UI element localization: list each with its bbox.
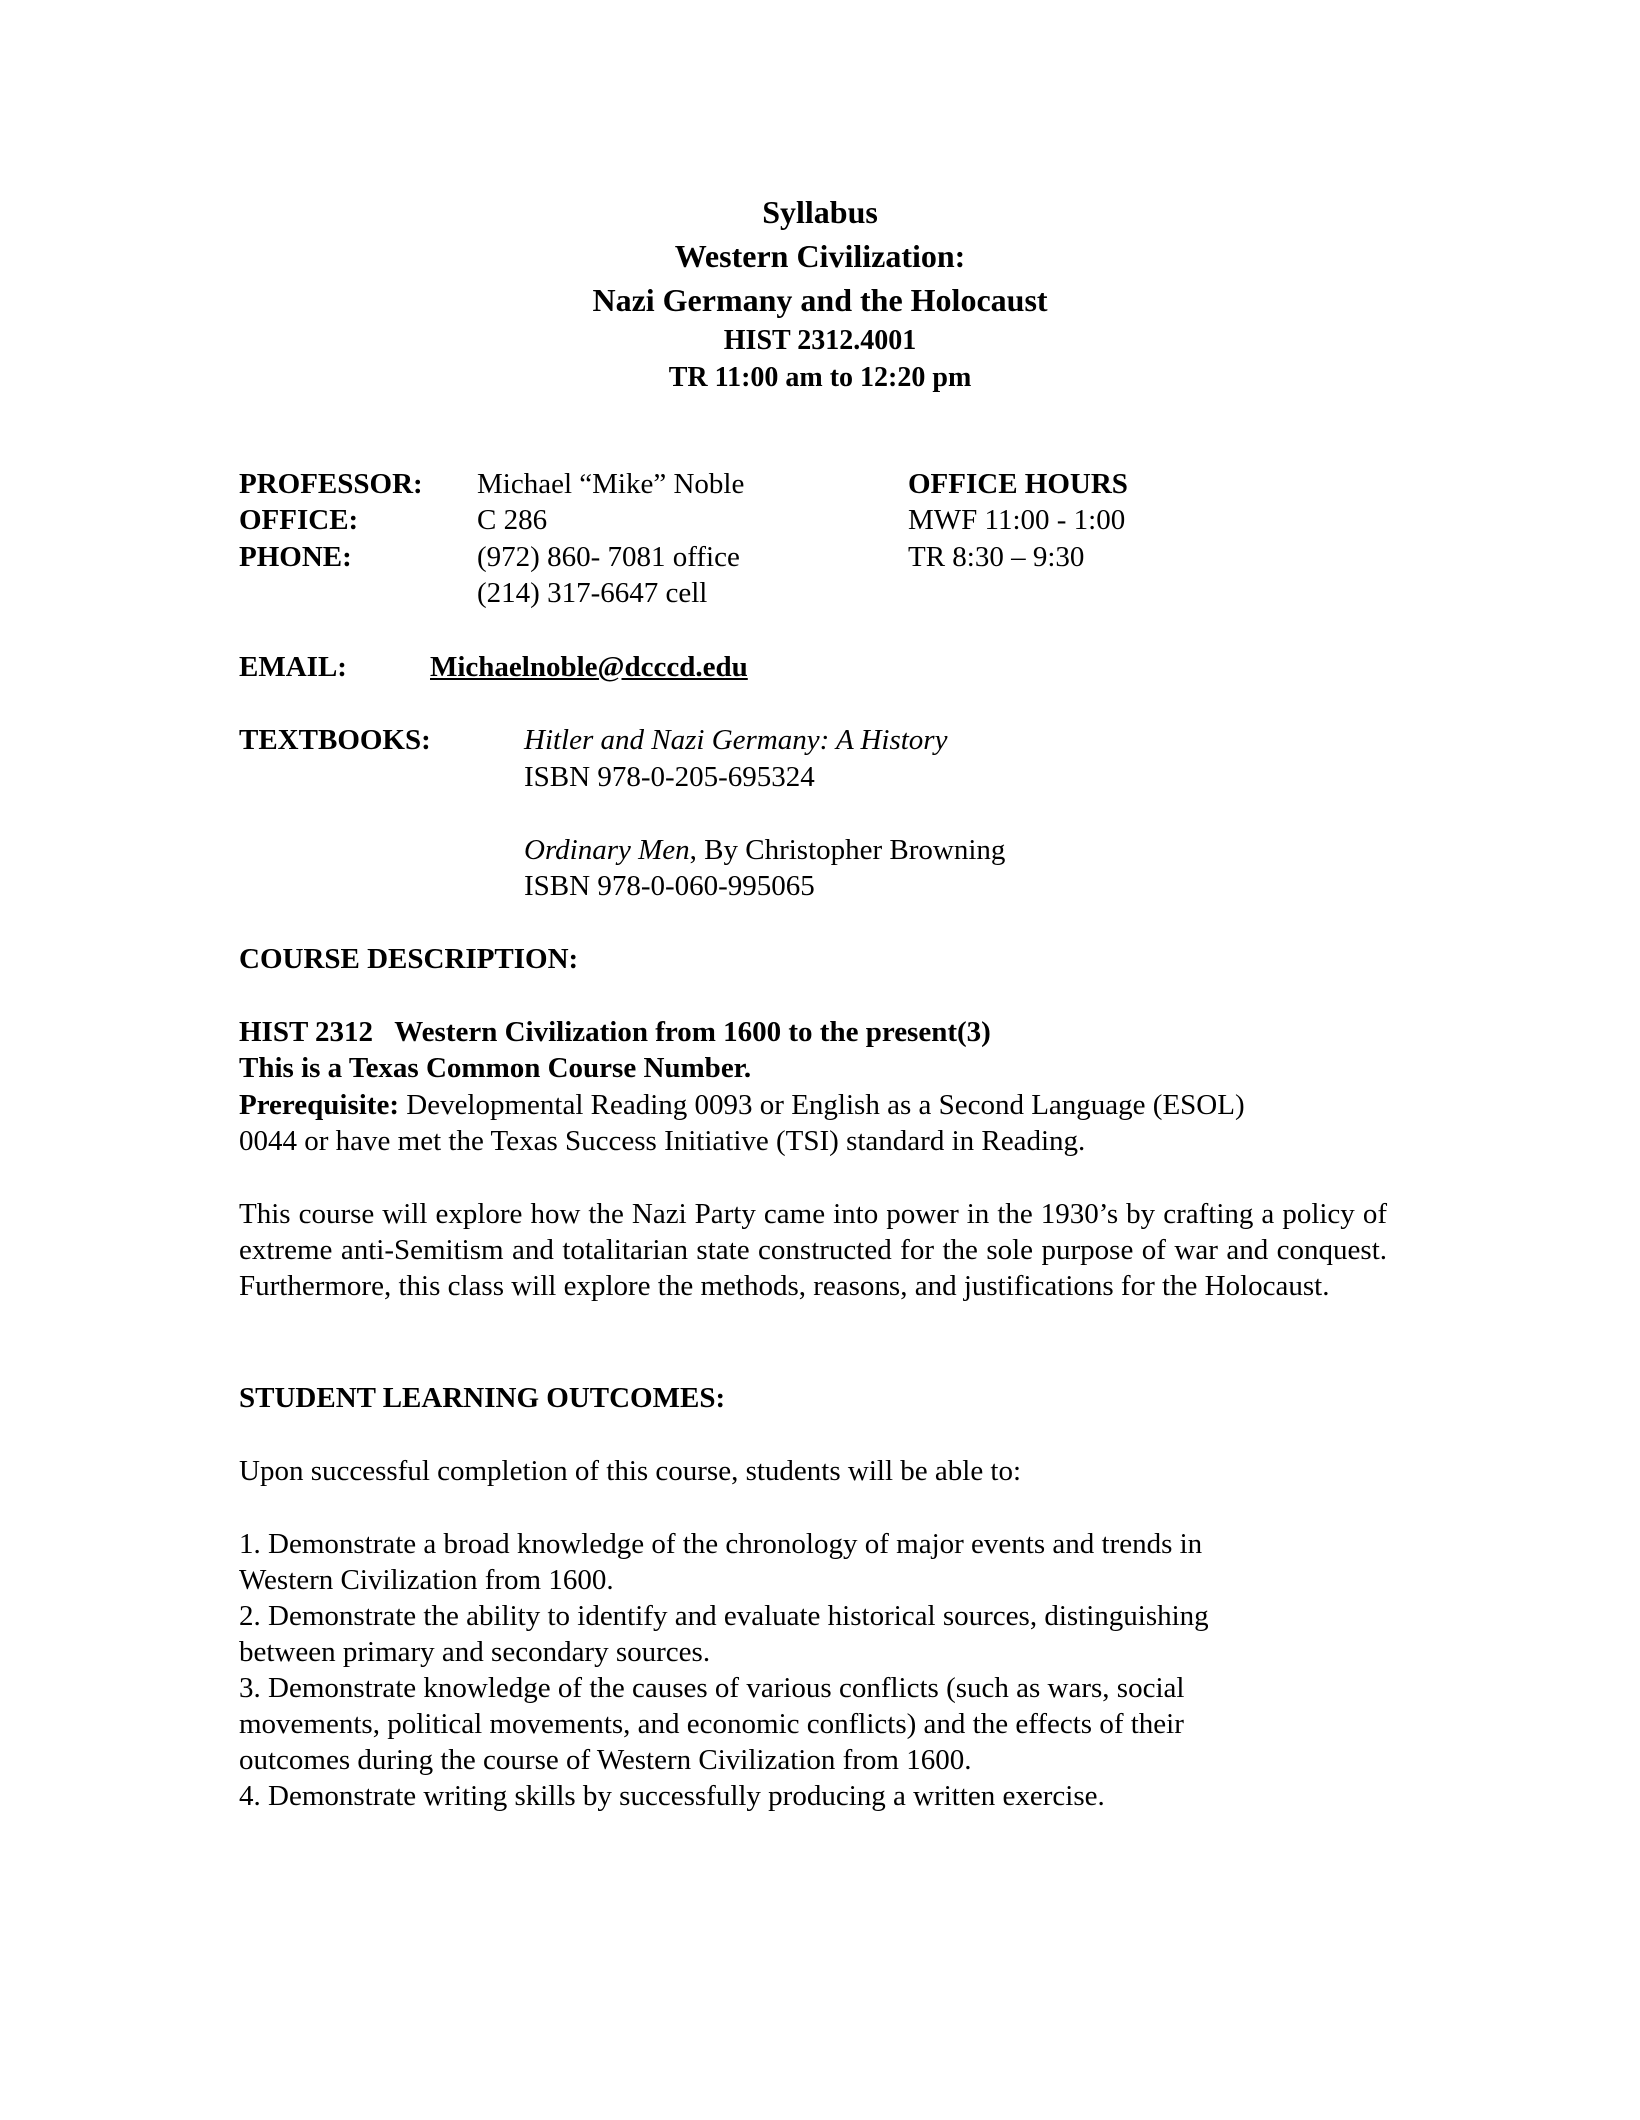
outcome-line: 4. Demonstrate writing skills by successfully producing a written exercise. — [239, 1780, 1105, 1812]
outcomes-intro: Upon successful completion of this course, students will be able to: — [239, 1455, 1022, 1487]
outcomes-heading: STUDENT LEARNING OUTCOMES: — [239, 1382, 726, 1414]
textbooks-label: TEXTBOOKS: — [239, 724, 431, 756]
phone-office: (972) 860- 7081 office — [477, 541, 740, 573]
textbook-1-title: Hitler and Nazi Germany: A History — [524, 724, 948, 756]
course-description-heading: COURSE DESCRIPTION: — [239, 943, 579, 975]
outcome-line: outcomes during the course of Western Civilization from 1600. — [239, 1744, 972, 1776]
title-block — [0, 190, 1640, 396]
textbook-2-author: , By Christopher Browning — [689, 834, 1006, 866]
doc-title: Syllabus — [762, 194, 878, 230]
professor-label: PROFESSOR: — [239, 468, 423, 500]
course-code: HIST 2312.4001 — [723, 325, 917, 356]
common-course-note: This is a Texas Common Course Number. — [239, 1052, 752, 1084]
outcome-line: 2. Demonstrate the ability to identify and evaluate historical sources, distinguishing — [239, 1600, 1209, 1632]
course-subtitle: Nazi Germany and the Holocaust — [592, 282, 1048, 318]
textbook-2-title: Ordinary Men — [524, 834, 690, 866]
prerequisite-label: Prerequisite: — [239, 1089, 399, 1121]
outcome-line: between primary and secondary sources. — [239, 1636, 711, 1668]
office-hours-mwf: MWF 11:00 - 1:00 — [908, 504, 1126, 536]
course-name: Western Civilization: — [674, 238, 966, 274]
course-number-line: HIST 2312 Western Civilization from 1600 to the present(3) — [239, 1016, 991, 1048]
course-description-text: This course will explore how the Nazi Party came into power in the 1930’s by crafting a policy of extreme anti-Semitism and totalitarian state constructed for the sole purpose of war and conquest. Furthermore, this class will explore the methods, reasons, and justifications for the Holocaust. — [239, 1198, 1387, 1302]
prerequisite-text-1: Developmental Reading 0093 or English as a Second Language (ESOL) — [399, 1089, 1245, 1121]
phone-cell: (214) 317-6647 cell — [477, 577, 708, 609]
office-hours-tr: TR 8:30 – 9:30 — [908, 541, 1085, 573]
email-label: EMAIL: — [239, 651, 347, 683]
prerequisite-line — [239, 1087, 1245, 1123]
office-label: OFFICE: — [239, 504, 359, 536]
professor-name: Michael “Mike” Noble — [477, 468, 745, 500]
outcome-line: movements, political movements, and economic conflicts) and the effects of their — [239, 1708, 1184, 1740]
outcome-line: 3. Demonstrate knowledge of the causes of various conflicts (such as wars, social — [239, 1672, 1185, 1704]
textbook-2 — [524, 832, 1005, 868]
phone-label: PHONE: — [239, 541, 352, 573]
outcomes-list — [239, 1526, 1387, 1814]
course-schedule: TR 11:00 am to 12:20 pm — [668, 362, 972, 393]
outcome-line: 1. Demonstrate a broad knowledge of the chronology of major events and trends in — [239, 1528, 1203, 1560]
textbook-2-isbn: ISBN 978-0-060-995065 — [524, 870, 815, 902]
outcome-line: Western Civilization from 1600. — [239, 1564, 614, 1596]
office-hours-label: OFFICE HOURS — [908, 468, 1128, 500]
textbook-1-isbn: ISBN 978-0-205-695324 — [524, 761, 815, 793]
email-link[interactable]: Michaelnoble@dcccd.edu — [430, 651, 748, 683]
prerequisite-text-2: 0044 or have met the Texas Success Initiative (TSI) standard in Reading. — [239, 1125, 1086, 1157]
office-value: C 286 — [477, 504, 548, 536]
